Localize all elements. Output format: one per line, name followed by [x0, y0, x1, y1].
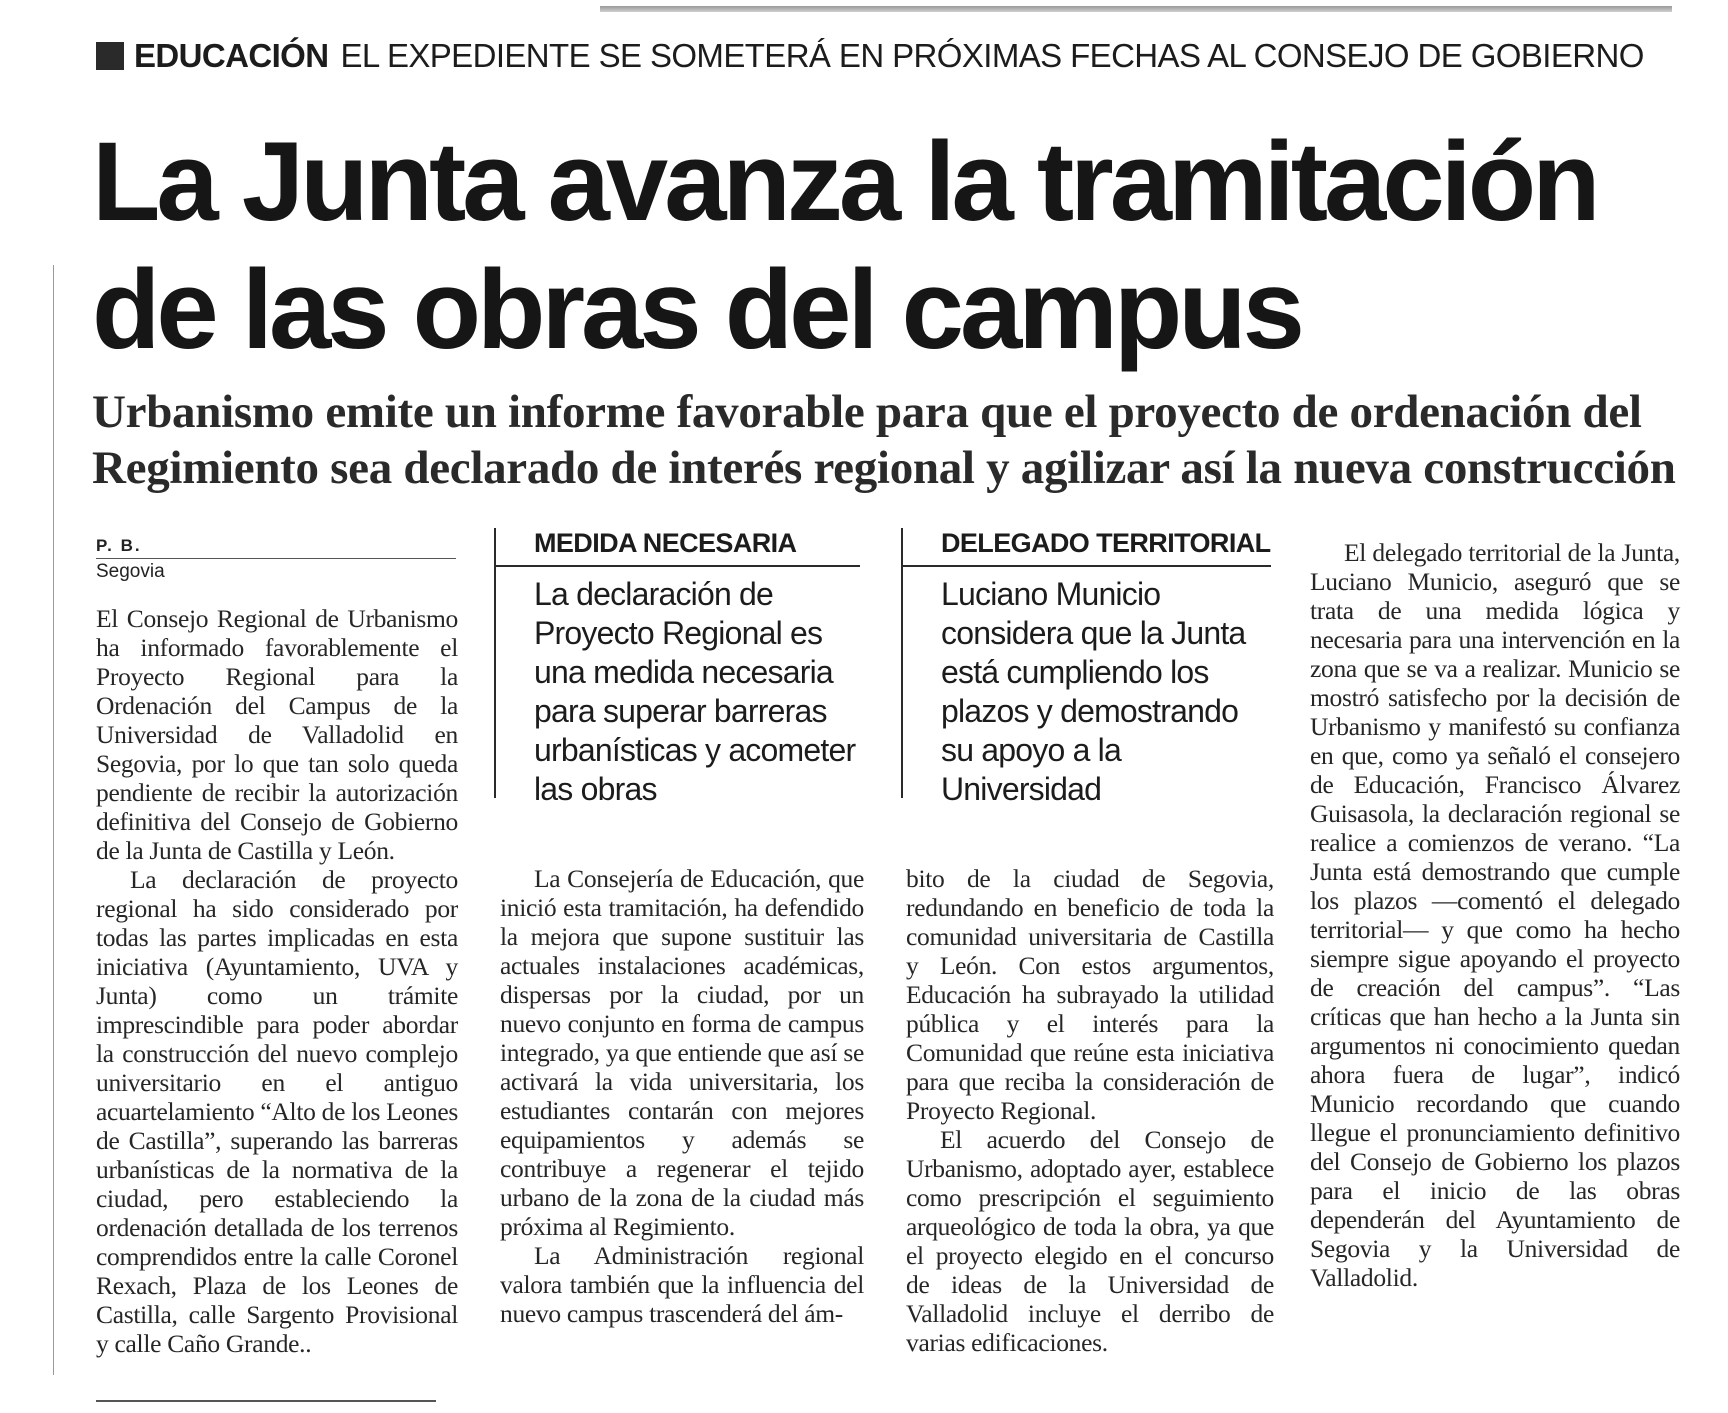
byline-place: Segovia [96, 561, 165, 582]
paragraph: El delegado territorial de la Junta, Luciano Municio, aseguró que se trata de una medida lógica y necesaria para una intervención en la zona que se va a realizar. Municio se mostró satisfecho por la decisión de Urbanismo y manifestó su confianza en que, como ya señaló el consejero de Educación, Francisco Álvarez Guisasola, la declaración regional se realice a comienzos de verano. “La Junta está demostrando que cumple los plazos —comentó el delegado territorial— y que como ha hecho siempre sigue apoyando el proyecto de creación del campus”. “Las críticas que han hecho a la Junta sin argumentos ni conocimiento quedan ahora fuera de lugar”, indicó Municio recordando que cuando llegue el pronunciamiento definitivo del Consejo de Gobierno los plazos para el inicio de las obras dependerán del Ayuntamiento de Segovia y la Universidad de Valladolid. [1310, 538, 1680, 1292]
headline-line-2: de las obras del campus [92, 247, 1301, 372]
top-rule [600, 6, 1672, 12]
kicker-section: EDUCACIÓN [134, 37, 329, 74]
byline-author: P. B. [96, 536, 456, 559]
kicker-text: EL EXPEDIENTE SE SOMETERÁ EN PRÓXIMAS FECHAS AL CONSEJO DE GOBIERNO [340, 37, 1644, 74]
kicker [96, 36, 1644, 76]
pullquote-text: La declaración de Proyecto Regional es una medida necesaria para superar barreras urbanísticas y acometer las obras [534, 576, 856, 807]
article-column-4 [1310, 538, 1680, 1292]
article-column-2 [500, 864, 864, 1328]
subheadline-line-1: Urbanismo emite un informe favorable para que el proyecto de ordenación del [92, 386, 1642, 438]
byline [96, 536, 456, 583]
subheadline [92, 384, 1692, 496]
article-column-3 [906, 864, 1274, 1357]
pullquote-text: Luciano Municio considera que la Junta está cumpliendo los plazos y demostrando su apoyo a la Universidad [941, 576, 1246, 807]
paragraph: La Consejería de Educación, que inició esta tramitación, ha defendido la mejora que supone sustituir las actuales instalaciones académicas, dispersas por la ciudad, por un nuevo conjunto en forma de campus integrado, ya que entiende que así se activará la vida universitaria, los estudiantes contarán con mejores equipamientos y además se contribuye a regenerar el tejido urbano de la zona de la ciudad más próxima al Regimiento. [500, 864, 864, 1241]
headline-line-1: La Junta avanza la tramitación [92, 119, 1597, 244]
pullquote-medida-necesaria [494, 528, 860, 809]
headline [92, 118, 1692, 374]
paragraph: bito de la ciudad de Segovia, redundando en beneficio de toda la comunidad universitaria de Castilla y León. Con estos argumentos, Educación ha subrayado la utilidad pública y el interés para la Comunidad que reúne esta iniciativa para que reciba la consideración de Proyecto Regional. [906, 864, 1274, 1125]
subheadline-line-2: Regimiento sea declarado de interés regional y agilizar así la nueva construcción [92, 442, 1676, 494]
pullquote-title: MEDIDA NECESARIA [494, 528, 860, 567]
article-column-1 [96, 604, 458, 1358]
pullquote-delegado-territorial [901, 528, 1271, 809]
pullquote-bar [901, 528, 903, 798]
paragraph: La declaración de proyecto regional ha sido considerado por todas las partes implicadas en esta iniciativa (Ayuntamiento, UVA y Junta) como un trámite imprescindible para poder abordar la construcción del nuevo complejo universitario en el antiguo acuartelamiento “Alto de los Leones de Castilla”, superando las barreras urbanísticas de la normativa de la ciudad, pero estableciendo la ordenación detallada de los terrenos comprendidos entre la calle Coronel Rexach, Plaza de los Leones de Castilla, calle Sargento Provisional y calle Caño Grande.. [96, 865, 458, 1358]
pullquote-title: DELEGADO TERRITORIAL [901, 528, 1271, 567]
paragraph: El acuerdo del Consejo de Urbanismo, adoptado ayer, establece como prescripción el seguimiento arqueológico de toda la obra, ya que el proyecto elegido en el concurso de ideas de la Universidad de Valladolid incluye el derribo de varias edificaciones. [906, 1125, 1274, 1357]
paragraph: La Administración regional valora también que la influencia del nuevo campus trascenderá del ám- [500, 1241, 864, 1328]
pullquote-bar [494, 528, 496, 798]
section-square-icon [96, 42, 124, 70]
bottom-rule [96, 1400, 436, 1402]
paragraph: El Consejo Regional de Urbanismo ha informado favorablemente el Proyecto Regional para la Ordenación del Campus de la Universidad de Valladolid en Segovia, por lo que tan solo queda pendiente de recibir la autorización definitiva del Consejo de Gobierno de la Junta de Castilla y León. [96, 604, 458, 865]
left-margin-rule [53, 265, 54, 1375]
